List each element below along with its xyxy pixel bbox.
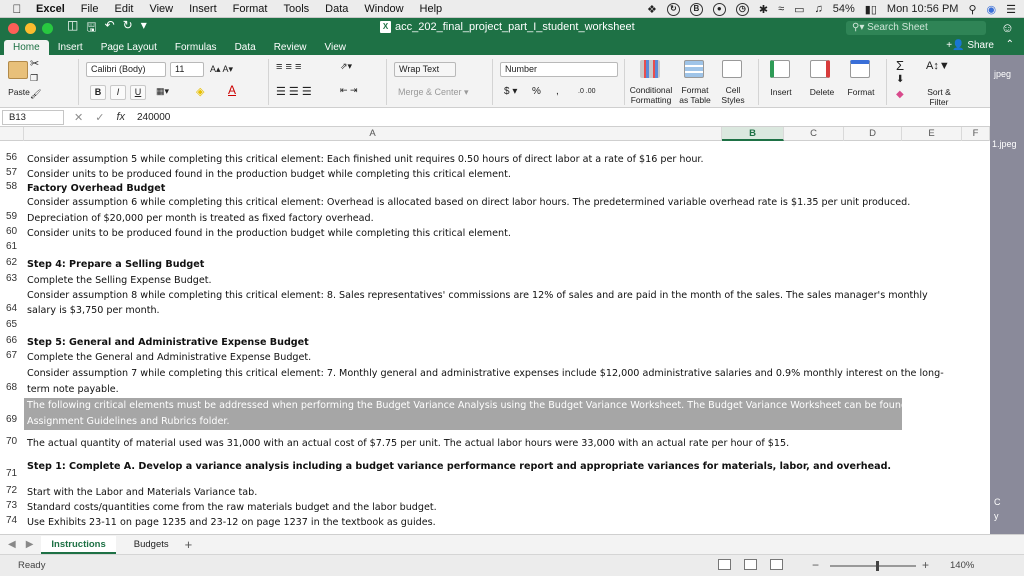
- paste-icon[interactable]: [8, 61, 28, 79]
- clear-icon[interactable]: ◆: [896, 89, 904, 100]
- worksheet-grid[interactable]: [0, 141, 1024, 534]
- ribbon-separator: [78, 59, 79, 105]
- menu-app[interactable]: Excel: [36, 2, 65, 15]
- cell-text[interactable]: Consider assumption 8 while completing this critical element: 8. Sales representatives' commissions are 12% of sales and are paid in the month of the sales. The sales manager's monthly: [27, 290, 928, 301]
- macos-menubar: [0, 0, 1024, 18]
- format-as-table-label: Format as Table: [679, 85, 711, 105]
- ribbon-separator: [386, 59, 387, 105]
- sort-filter-label: Sort & Filter: [927, 87, 951, 107]
- display-icon[interactable]: ▭: [794, 3, 805, 16]
- format-label: Format: [847, 87, 875, 97]
- cell-text[interactable]: Consider units to be produced found in the production budget while completing this critical element.: [27, 228, 511, 239]
- cell-text[interactable]: Use Exhibits 23-11 on page 1235 and 23-12 on page 1237 in the textbook as guides.: [27, 517, 436, 528]
- row-header[interactable]: 73: [6, 500, 18, 511]
- page-break-view-icon[interactable]: [770, 559, 783, 570]
- cell-text[interactable]: Complete the Selling Expense Budget.: [27, 275, 212, 286]
- spotlight-icon[interactable]: ⚲: [968, 3, 977, 16]
- cell-text[interactable]: Step 4: Prepare a Selling Budget: [27, 259, 205, 270]
- cell-text[interactable]: The following critical elements must be addressed when performing the Budget Variance Analysis using the Budget Variance Worksheet. The Budget Variance Worksheet can be found in the: [27, 400, 938, 411]
- copy-icon[interactable]: ❐: [30, 73, 39, 83]
- feedback-smiley-icon[interactable]: ☺: [1000, 20, 1014, 35]
- menu-window[interactable]: Window: [364, 2, 404, 15]
- menu-format[interactable]: Format: [232, 2, 268, 15]
- ribbon-separator: [758, 59, 759, 105]
- sidebar-toggle-icon[interactable]: ◫: [67, 17, 79, 32]
- orientation-icon[interactable]: ⇗▾: [340, 61, 353, 71]
- cell-text[interactable]: Consider assumption 5 while completing this critical element: Each finished unit requires 0.50 hours of direct labor at a rate of $16 per hour.: [27, 154, 704, 165]
- prev-sheet-icon[interactable]: ◀: [8, 539, 16, 550]
- zoom-out-icon[interactable]: −: [812, 558, 820, 572]
- zoom-window-button[interactable]: [42, 23, 53, 34]
- increase-font-icon[interactable]: A▴ A▾: [210, 64, 234, 74]
- desktop-file-label[interactable]: 1.jpeg: [992, 139, 1017, 149]
- row-header[interactable]: 67: [6, 350, 18, 361]
- row-header[interactable]: 58: [6, 181, 18, 192]
- status-bar: [0, 554, 1024, 576]
- cell-text[interactable]: Step 5: General and Administrative Expense Budget: [27, 337, 309, 348]
- save-icon[interactable]: 🖫: [86, 19, 97, 34]
- tab-page-layout[interactable]: Page Layout: [100, 42, 157, 53]
- desktop-background: [990, 55, 1024, 554]
- row-header[interactable]: 56: [6, 152, 18, 163]
- sheet-tabs-bar: [0, 534, 1024, 554]
- currency-button[interactable]: $ ▾: [504, 86, 518, 97]
- cell-text[interactable]: Assignment Guidelines and Rubrics folder.: [27, 416, 230, 427]
- sync-icon[interactable]: ↻: [667, 3, 680, 16]
- wrap-text-button[interactable]: [394, 62, 456, 77]
- menu-tools[interactable]: Tools: [283, 2, 310, 15]
- search-sheet-input[interactable]: [846, 21, 986, 35]
- sheet-tab-budgets[interactable]: Budgets: [133, 538, 169, 550]
- fx-icon[interactable]: fx: [116, 110, 125, 123]
- font-name-value: Calibri (Body): [91, 64, 146, 74]
- siri-icon[interactable]: ◉: [986, 3, 997, 16]
- delete-cells-icon[interactable]: [810, 60, 830, 78]
- cell-text[interactable]: Standard costs/quantities come from the raw materials budget and the labor budget.: [27, 502, 437, 513]
- row-header[interactable]: 70: [6, 436, 18, 447]
- ribbon-separator: [492, 59, 493, 105]
- cancel-icon[interactable]: ✕: [74, 111, 84, 124]
- comma-button[interactable]: ,: [556, 86, 559, 97]
- volume-icon[interactable]: ♫: [814, 3, 823, 15]
- cell-text[interactable]: Consider assumption 7 while completing this critical element: 7. Monthly general and administrative expenses include $12,000 administrative salaries and 0.9% monthly interest on the long-: [27, 368, 944, 379]
- indent-icon[interactable]: ⇤ ⇥: [340, 85, 358, 95]
- format-as-table-icon[interactable]: [684, 60, 704, 78]
- bluetooth-icon[interactable]: ✱: [758, 3, 769, 16]
- search-icon: ⚲▾: [852, 22, 868, 33]
- cell-text[interactable]: Factory Overhead Budget: [27, 183, 166, 194]
- zoom-level[interactable]: 140%: [950, 560, 975, 571]
- fill-icon[interactable]: ⬇: [896, 74, 905, 85]
- zoom-in-icon[interactable]: +: [922, 558, 930, 572]
- number-format-value: Number: [505, 64, 538, 74]
- cell-text[interactable]: Depreciation of $20,000 per month is treated as fixed factory overhead.: [27, 213, 374, 224]
- insert-cells-icon[interactable]: [770, 60, 790, 78]
- cell-text[interactable]: Start with the Labor and Materials Variance tab.: [27, 487, 258, 498]
- redo-icon[interactable]: ↻: [122, 17, 133, 32]
- increase-decimal-button[interactable]: .0 .00: [578, 88, 596, 95]
- align-top-icon[interactable]: ≡ ≡ ≡: [276, 61, 302, 73]
- battery-icon[interactable]: ▮▯: [864, 3, 877, 16]
- menu-help[interactable]: Help: [419, 2, 443, 15]
- row-header[interactable]: 63: [6, 273, 18, 284]
- tab-home[interactable]: Home: [4, 40, 49, 55]
- cell-text[interactable]: salary is $3,750 per month.: [27, 305, 160, 316]
- cell-text[interactable]: The actual quantity of material used was 31,000 with an actual cost of $7.75 per unit. The actual labor hours were 33,000 with an actual rate per hour of $15.: [27, 438, 790, 449]
- wrap-text-label: Wrap Text: [399, 64, 440, 74]
- ribbon-home: [0, 55, 1024, 108]
- sheet-tab-instructions[interactable]: Instructions: [41, 536, 115, 554]
- zoom-slider-thumb[interactable]: [876, 561, 879, 571]
- align-left-icon[interactable]: ☰ ☰ ☰: [276, 86, 312, 98]
- cell-text[interactable]: Complete the General and Administrative Expense Budget.: [27, 352, 312, 363]
- desktop-file-label[interactable]: C: [994, 497, 1001, 507]
- delete-label: Delete: [809, 87, 835, 97]
- column-header-e[interactable]: E: [902, 127, 962, 141]
- tab-review[interactable]: Review: [273, 42, 307, 53]
- undo-icon[interactable]: ↶: [104, 17, 115, 32]
- quick-access-toolbar: [67, 18, 147, 39]
- cell-text[interactable]: term note payable.: [27, 384, 119, 395]
- zoom-slider[interactable]: [830, 565, 916, 567]
- row-header[interactable]: 71: [6, 468, 18, 479]
- window-controls: [8, 23, 53, 34]
- select-all-corner[interactable]: [0, 127, 24, 141]
- collapse-ribbon-icon[interactable]: ⌃: [1005, 39, 1014, 50]
- clock-icon[interactable]: ◷: [736, 3, 749, 16]
- number-format-select[interactable]: [500, 62, 618, 77]
- add-sheet-icon[interactable]: +: [184, 537, 193, 552]
- row-header[interactable]: 57: [6, 167, 18, 178]
- share-button[interactable]: +👤 Share: [946, 40, 994, 51]
- document-title: [380, 21, 635, 33]
- cell-styles-icon[interactable]: [722, 60, 742, 78]
- formula-input[interactable]: 240000: [137, 111, 171, 123]
- merge-center-button[interactable]: Merge & Center ▾: [398, 87, 469, 97]
- column-header-c[interactable]: C: [784, 127, 844, 141]
- fill-color-icon[interactable]: ◈: [196, 86, 205, 98]
- insert-label: Insert: [770, 87, 792, 97]
- desktop-file-label[interactable]: jpeg: [994, 69, 1012, 79]
- enter-icon[interactable]: ✓: [95, 111, 105, 124]
- minimize-window-button[interactable]: [25, 23, 36, 34]
- autosum-icon[interactable]: Σ: [896, 58, 905, 73]
- cell-text[interactable]: Step 1: Complete A. Develop a variance analysis including a budget variance performance report and appropriate variances for materials, labor, and overhead.: [27, 461, 892, 472]
- ribbon-tabs: [0, 38, 1024, 55]
- tab-view[interactable]: View: [324, 42, 346, 53]
- conditional-formatting-icon[interactable]: [640, 60, 660, 78]
- cell-text[interactable]: Consider units to be produced found in the production budget while completing this critical element.: [27, 169, 511, 180]
- clock-text[interactable]: Mon 10:56 PM: [886, 3, 959, 15]
- row-header[interactable]: 74: [6, 515, 18, 526]
- desktop-file-label[interactable]: y: [994, 511, 999, 521]
- share-label: Share: [967, 40, 994, 51]
- font-color-icon[interactable]: A: [228, 83, 237, 97]
- b-icon[interactable]: B: [690, 3, 703, 16]
- cell-text[interactable]: Consider assumption 6 while completing this critical element: Overhead is allocated based on direct labor hours. The predetermined variable overhead rate is $1.35 per unit produced.: [27, 197, 911, 208]
- document-title-text: acc_202_final_project_part_I_student_worksheet: [395, 21, 635, 33]
- battery-percent: 54%: [832, 3, 855, 15]
- font-name-select[interactable]: [86, 62, 166, 77]
- tab-data[interactable]: Data: [234, 42, 256, 53]
- formula-bar: [0, 108, 1024, 127]
- status-ready: Ready: [18, 560, 46, 571]
- apple-icon[interactable]: [6, 2, 28, 16]
- dropbox-icon[interactable]: ❖: [646, 3, 657, 16]
- paste-label: Paste: [8, 87, 30, 97]
- column-header-f[interactable]: F: [962, 127, 990, 141]
- menu-insert[interactable]: Insert: [189, 2, 217, 15]
- font-size-select[interactable]: [170, 62, 204, 77]
- ribbon-separator: [624, 59, 625, 105]
- cell-styles-label: Cell Styles: [721, 85, 745, 105]
- percent-button[interactable]: %: [532, 86, 541, 97]
- row-header[interactable]: 68: [6, 382, 18, 393]
- currency-symbol: $: [504, 86, 510, 97]
- menu-view[interactable]: View: [149, 2, 174, 15]
- search-placeholder: Search Sheet: [867, 22, 928, 33]
- conditional-formatting-label: Conditional Formatting: [629, 85, 673, 105]
- column-header-d[interactable]: D: [844, 127, 902, 141]
- menu-data[interactable]: Data: [325, 2, 349, 15]
- row-header[interactable]: 64: [6, 303, 18, 314]
- window-titlebar: [0, 18, 1024, 38]
- tab-formulas[interactable]: Formulas: [174, 42, 217, 53]
- row-header[interactable]: 60: [6, 226, 18, 237]
- row-header[interactable]: 65: [6, 319, 18, 330]
- merge-center-label: Merge & Center: [398, 87, 462, 97]
- wifi-icon[interactable]: ≈: [778, 3, 785, 15]
- name-box[interactable]: B13: [2, 110, 64, 125]
- column-header-b[interactable]: B: [722, 127, 784, 141]
- column-header-a[interactable]: A: [24, 127, 722, 141]
- notification-center-icon[interactable]: ☰: [1006, 3, 1016, 16]
- ribbon-separator: [268, 59, 269, 105]
- row-header[interactable]: 69: [6, 414, 18, 425]
- font-size-value: 11: [175, 64, 185, 74]
- row-header[interactable]: 66: [6, 335, 18, 346]
- bold-button[interactable]: B: [90, 85, 106, 100]
- underline-button[interactable]: U: [130, 85, 146, 100]
- cut-icon[interactable]: ✂: [30, 58, 40, 70]
- close-window-button[interactable]: [8, 23, 19, 34]
- row-header[interactable]: 62: [6, 257, 18, 268]
- format-painter-icon[interactable]: 🖌: [30, 89, 42, 99]
- sort-filter-icon[interactable]: A↕▼: [926, 60, 950, 72]
- row-header[interactable]: 59: [6, 211, 18, 222]
- next-sheet-icon[interactable]: ▶: [25, 539, 34, 550]
- column-headers: [0, 127, 1024, 141]
- normal-view-icon[interactable]: [718, 559, 731, 570]
- menu-file[interactable]: File: [80, 2, 99, 15]
- share-icon[interactable]: ●: [713, 3, 726, 16]
- format-cells-icon[interactable]: [850, 60, 870, 78]
- italic-button[interactable]: I: [110, 85, 126, 100]
- row-header[interactable]: 61: [6, 241, 18, 252]
- ribbon-separator: [886, 59, 887, 105]
- menu-edit[interactable]: Edit: [114, 2, 134, 15]
- row-header[interactable]: 72: [6, 485, 18, 496]
- excel-doc-icon: X: [380, 21, 391, 33]
- page-layout-view-icon[interactable]: [744, 559, 757, 570]
- quick-access-dropdown-icon[interactable]: ▾: [140, 17, 147, 32]
- tab-insert[interactable]: Insert: [57, 42, 83, 53]
- borders-icon[interactable]: ▦▾: [156, 86, 170, 96]
